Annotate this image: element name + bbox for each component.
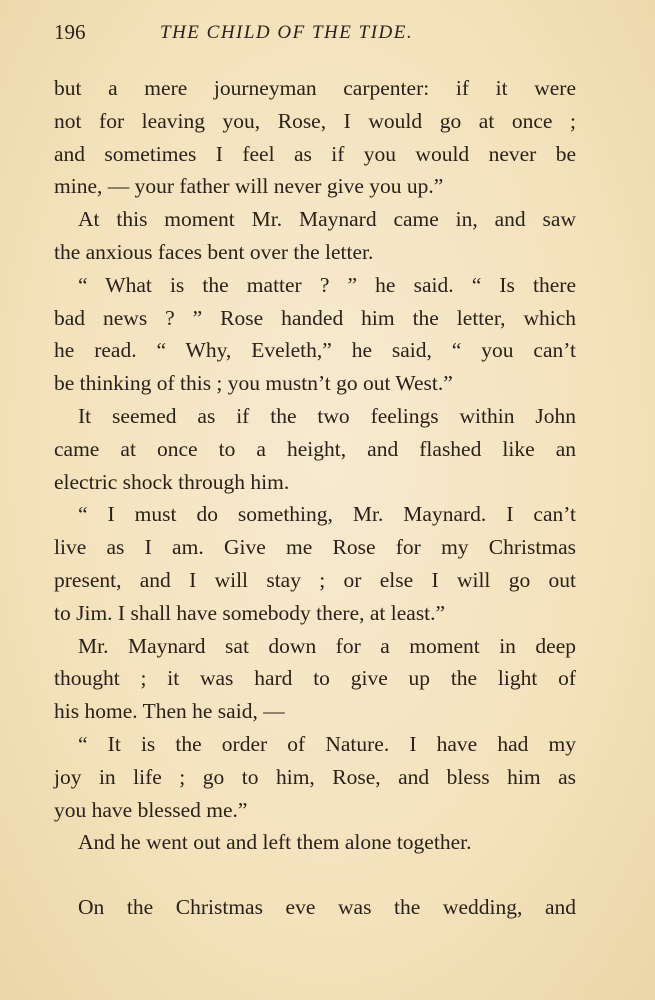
paragraph-lines [54,72,576,859]
text-line: but a mere journeyman carpenter: if it were [54,76,576,100]
body-text [54,72,576,924]
text-line: the anxious faces bent over the letter. [54,239,374,264]
section-break [54,859,576,891]
text-line-final: On the Christmas eve was the wedding, and [78,895,576,920]
text-line: his home. Then he said, — [54,699,285,724]
text-line: you have blessed me.” [54,797,248,822]
text-line: “ It is the order of Nature. I have had my [78,731,576,756]
text-line: Mr. Maynard sat down for a moment in deep [78,633,576,658]
text-line: came at once to a height, and flashed like an [54,436,576,461]
text-line: present, and I will stay ; or else I will go out [54,567,576,592]
text-line: be thinking of this ; you mustn’t go out West.” [54,371,453,396]
text-line: It seemed as if the two feelings within John [78,403,576,428]
text-line: “ I must do something, Mr. Maynard. I can’t [78,502,576,527]
text-line: live as I am. Give me Rose for my Christmas [54,535,576,560]
text-line: and sometimes I feel as if you would never be [54,141,576,166]
text-line: thought ; it was hard to give up the light of [54,666,576,691]
text-line: not for leaving you, Rose, I would go at once ; [54,108,576,133]
text-line: electric shock through him. [54,469,290,494]
page-header [54,20,595,50]
text-line: bad news ? ” Rose handed him the letter, which [54,305,576,330]
page-number: 196 [54,20,86,44]
text-line: to Jim. I shall have somebody there, at least.” [54,600,446,625]
text-line: he read. “ Why, Eveleth,” he said, “ you can’t [54,338,576,363]
text-line: And he went out and left them alone together. [78,830,472,855]
running-title: THE CHILD OF THE TIDE. [160,22,414,43]
text-line: joy in life ; go to him, Rose, and bless him as [54,764,576,789]
text-line: mine, — your father will never give you up.” [54,174,444,199]
text-line: At this moment Mr. Maynard came in, and saw [78,207,576,232]
text-line: “ What is the matter ? ” he said. “ Is there [78,272,576,297]
